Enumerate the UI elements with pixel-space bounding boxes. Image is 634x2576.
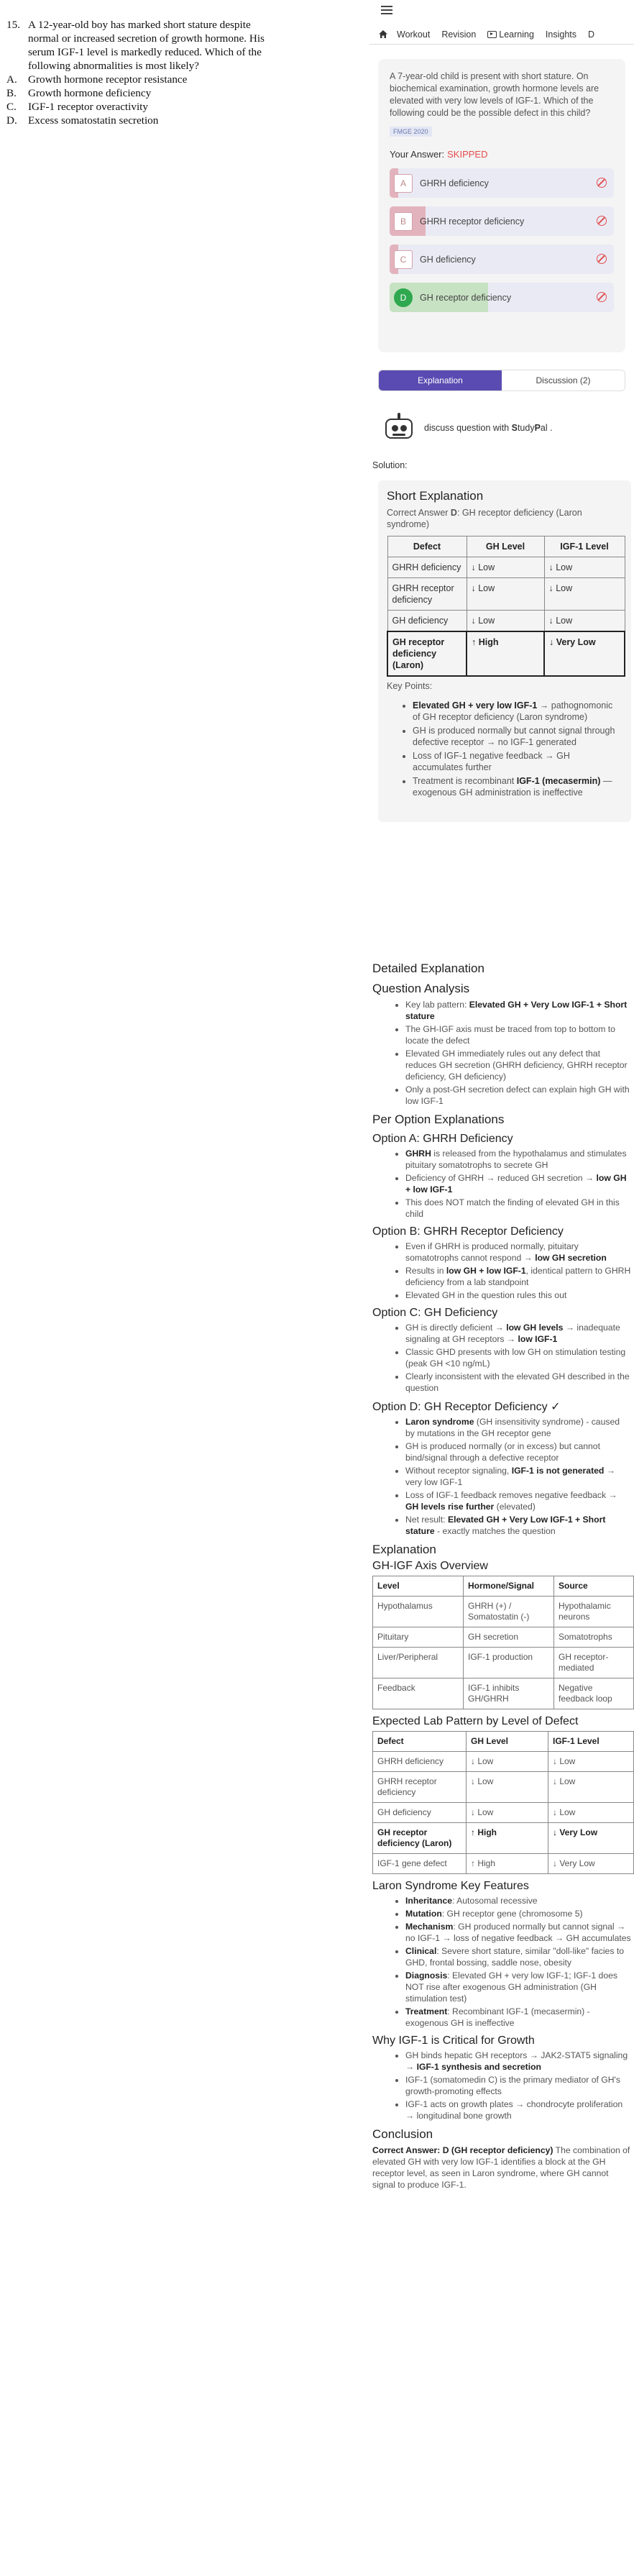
- monitor-play-icon: [487, 31, 497, 38]
- robot-icon: [382, 413, 415, 443]
- option-letter: C: [394, 250, 413, 269]
- laron-title: Laron Syndrome Key Features: [372, 1880, 529, 1892]
- card-option-c[interactable]: [390, 245, 614, 274]
- option-letter: B.: [6, 87, 17, 99]
- list-item: • Elevated GH + very low IGF-1 → pathognomonic of GH receptor deficiency (Laron syndrome): [413, 700, 621, 723]
- explanation-title: Explanation: [372, 1543, 436, 1556]
- option-letter: A: [394, 174, 413, 193]
- conclusion-text: Correct Answer: D (GH receptor deficiency) The combination of elevated GH with very low IGF-1 identifies a block at the GH receptor level, as seen in Laron syndrome, where GH cannot signal to produce IGF-1.: [372, 2145, 630, 2190]
- question-card: [378, 59, 625, 352]
- solution-tabs: [378, 370, 625, 391]
- list-item: • Only a post-GH secretion defect can explain high GH with low IGF-1: [405, 1084, 631, 1107]
- list-item: • Key lab pattern: Elevated GH + Very Low IGF-1 + Short stature: [405, 999, 631, 1022]
- question-option-b[interactable]: [6, 86, 366, 100]
- stem-line: normal or increased secretion of growth hormone. His: [28, 32, 265, 45]
- table-row: GH receptor deficiency (Laron) ↑ High ↓ Very Low: [373, 1823, 634, 1854]
- option-d-title: Option D: GH Receptor Deficiency ✓: [372, 1401, 561, 1413]
- list-item: • Elevated GH in the question rules this out: [405, 1289, 631, 1301]
- exam-tag: FMGE 2020: [390, 127, 432, 137]
- list-item: • GH is produced normally (or in excess) but cannot bind/signal through a defective receptor: [405, 1440, 631, 1463]
- card-question-stem: A 7-year-old child is present with short stature. On biochemical examination, growth hormone levels are elevated with very low levels of IGF-1. Which of the following could be the possible defect in this child?: [390, 71, 599, 118]
- list-item: • Loss of IGF-1 negative feedback → GH accumulates further: [413, 750, 621, 773]
- stem-line: A 12-year-old boy has marked short stature despite: [28, 19, 251, 31]
- short-explanation: [378, 480, 631, 822]
- studypal-text: discuss question with StudyPal .: [424, 423, 553, 433]
- question-stem: [28, 18, 265, 73]
- option-letter: B: [394, 212, 413, 231]
- table-row: IGF-1 gene defect ↑ High ↓ Very Low: [373, 1854, 634, 1874]
- per-option-title: Per Option Explanations: [372, 1113, 505, 1126]
- list-item: • Deficiency of GHRH → reduced GH secretion → low GH + low IGF-1: [405, 1172, 631, 1195]
- list-item: • GH binds hepatic GH receptors → JAK2-STAT5 signaling → IGF-1 synthesis and secretion: [405, 2050, 631, 2073]
- top-nav: [369, 24, 634, 45]
- option-d-list: [405, 1416, 631, 1537]
- laron-list: [405, 1895, 631, 2029]
- ban-icon: [597, 254, 607, 264]
- option-text: Growth hormone deficiency: [28, 87, 152, 99]
- ban-icon: [597, 178, 607, 188]
- list-item: • This does NOT match the finding of elevated GH in this child: [405, 1197, 631, 1220]
- key-points-list: [413, 700, 621, 798]
- conclusion-title: Conclusion: [372, 2127, 433, 2141]
- option-label: GHRH receptor deficiency: [420, 216, 525, 227]
- option-label: GH deficiency: [420, 254, 476, 265]
- answer-label: Your Answer:: [390, 149, 445, 160]
- option-text: Excess somatostatin secretion: [28, 114, 159, 127]
- axis-title: GH-IGF Axis Overview: [372, 1560, 488, 1572]
- option-a-list: [405, 1148, 631, 1220]
- studypal-prompt[interactable]: [382, 410, 627, 446]
- nav-learning[interactable]: [487, 29, 534, 40]
- list-item: • Treatment: Recombinant IGF-1 (mecasermin) - exogenous GH is ineffective: [405, 2006, 631, 2029]
- list-item: • Inheritance: Autosomal recessive: [405, 1895, 631, 1906]
- option-letter: C.: [6, 101, 17, 113]
- list-item: • Net result: Elevated GH + Very Low IGF-1 + Short stature - exactly matches the question: [405, 1514, 631, 1537]
- home-icon[interactable]: [369, 29, 397, 39]
- list-item: • IGF-1 acts on growth plates → chondrocyte proliferation → longitudinal bone growth: [405, 2098, 631, 2121]
- option-text: IGF-1 receptor overactivity: [28, 101, 148, 113]
- your-answer: [390, 149, 614, 160]
- table-row: GHRH deficiency ↓ Low ↓ Low: [373, 1752, 634, 1772]
- table-row: Feedback IGF-1 inhibits GH/GHRH Negative feedback loop: [373, 1678, 634, 1709]
- question-number: 15.: [6, 19, 20, 31]
- list-item: • Treatment is recombinant IGF-1 (mecasermin) — exogenous GH administration is ineffective: [413, 775, 621, 798]
- nav-more[interactable]: D: [588, 29, 595, 40]
- card-option-b[interactable]: [390, 206, 614, 236]
- list-item: • Diagnosis: Elevated GH + very low IGF-1; IGF-1 does NOT rise after exogenous GH administration (GH stimulation test): [405, 1970, 631, 2004]
- list-item: • Clinical: Severe short stature, similar "doll-like" facies to GHD, frontal bossing, saddle nose, obesity: [405, 1945, 631, 1968]
- nav-revision[interactable]: Revision: [441, 29, 477, 40]
- why-title: Why IGF-1 is Critical for Growth: [372, 2034, 535, 2047]
- short-table: Defect GH Level IGF-1 Level GHRH deficiency ↓ Low ↓ Low GHRH receptor deficiency ↓ Low ↓ Low GH deficiency ↓ Low ↓ Low GH receptor deficiency (Laron) ↑ High ↓ Very Low: [387, 536, 625, 677]
- detailed-explanation: [372, 962, 631, 2191]
- list-item: • Results in low GH + low IGF-1, identical pattern to GHRH deficiency from a lab standpoint: [405, 1265, 631, 1288]
- list-item: • The GH-IGF axis must be traced from top to bottom to locate the defect: [405, 1023, 631, 1046]
- option-letter: A.: [6, 73, 17, 86]
- nav-learning-label: Learning: [499, 29, 534, 40]
- option-letter: D.: [6, 114, 17, 127]
- list-item: • Mechanism: GH produced normally but cannot signal → no IGF-1 → loss of negative feedback → GH accumulates: [405, 1921, 631, 1944]
- short-title: Short Explanation: [387, 489, 484, 503]
- option-c-list: [405, 1322, 631, 1394]
- table-row: GHRH receptor deficiency ↓ Low ↓ Low: [373, 1772, 634, 1803]
- answer-status: SKIPPED: [447, 149, 488, 160]
- option-b-list: [405, 1241, 631, 1301]
- lab-title: Expected Lab Pattern by Level of Defect: [372, 1715, 579, 1727]
- list-item: • Clearly inconsistent with the elevated GH described in the question: [405, 1371, 631, 1394]
- qa-list: [405, 999, 631, 1107]
- list-item: • Laron syndrome (GH insensitivity syndrome) - caused by mutations in the GH receptor gene: [405, 1416, 631, 1439]
- list-item: • GHRH is released from the hypothalamus and stimulates pituitary somatotrophs to secrete GH: [405, 1148, 631, 1171]
- ban-icon: [597, 216, 607, 226]
- list-item: • Classic GHD presents with low GH on stimulation testing (peak GH <10 ng/mL): [405, 1346, 631, 1369]
- table-row: Pituitary GH secretion Somatotrophs: [373, 1627, 634, 1648]
- table-row: Liver/Peripheral IGF-1 production GH receptor-mediated: [373, 1648, 634, 1678]
- tab-explanation[interactable]: Explanation: [379, 370, 502, 390]
- why-list: [405, 2050, 631, 2121]
- option-text: Growth hormone receptor resistance: [28, 73, 188, 86]
- stem-line: serum IGF-1 level is markedly reduced. Which of the: [28, 46, 262, 58]
- question-text: [6, 18, 366, 127]
- detail-title: Detailed Explanation: [372, 962, 484, 975]
- option-label: GHRH deficiency: [420, 178, 489, 188]
- table-row: GH deficiency ↓ Low ↓ Low: [373, 1803, 634, 1823]
- key-points-label: Key Points:: [387, 681, 433, 691]
- nav-workout[interactable]: Workout: [397, 29, 431, 40]
- list-item: • Loss of IGF-1 feedback removes negative feedback → GH levels rise further (elevated): [405, 1489, 631, 1512]
- list-item: • Mutation: GH receptor gene (chromosome 5): [405, 1908, 631, 1919]
- list-item: • Even if GHRH is produced normally, pituitary somatotrophs cannot respond → low GH secretion: [405, 1241, 631, 1264]
- option-a-title: Option A: GHRH Deficiency: [372, 1133, 513, 1145]
- tab-discussion[interactable]: Discussion (2): [502, 370, 625, 390]
- qa-title: Question Analysis: [372, 982, 470, 995]
- axis-table: Level Hormone/Signal Source Hypothalamus GHRH (+) / Somatostatin (-) Hypothalamic neurons Pituitary GH secretion Somatotrophs Liver/Peripheral IGF-1 production GH receptor-mediated Feedback IGF-1 inhibits GH/GHRH Negative feedback loop: [372, 1576, 634, 1709]
- question-option-d[interactable]: [6, 114, 366, 127]
- card-option-a[interactable]: [390, 168, 614, 198]
- list-item: • GH is directly deficient → low GH levels → inadequate signaling at GH receptors → low IGF-1: [405, 1322, 631, 1345]
- ban-icon: [597, 292, 607, 302]
- correct-answer-line: Correct Answer D: GH receptor deficiency (Laron syndrome): [387, 508, 582, 529]
- nav-insights[interactable]: Insights: [545, 29, 577, 40]
- question-option-c[interactable]: [6, 100, 366, 114]
- list-item: • Elevated GH immediately rules out any defect that reduces GH secretion (GHRH deficiency, GHRH receptor deficiency, GH deficiency): [405, 1048, 631, 1082]
- card-option-d[interactable]: [390, 283, 614, 312]
- option-letter-correct: D: [394, 288, 413, 307]
- option-b-title: Option B: GHRH Receptor Deficiency: [372, 1225, 564, 1238]
- hamburger-menu-icon[interactable]: [381, 6, 392, 16]
- app-pane: [369, 0, 634, 2576]
- list-item: • IGF-1 (somatomedin C) is the primary mediator of GH's growth-promoting effects: [405, 2074, 631, 2097]
- stem-line: following abnormalities is most likely?: [28, 60, 199, 72]
- solution-label: Solution:: [372, 460, 408, 470]
- lab-table: Defect GH Level IGF-1 Level GHRH deficiency ↓ Low ↓ Low GHRH receptor deficiency ↓ Low ↓ Low GH deficiency ↓ Low ↓ Low GH receptor deficiency (Laron) ↑ High ↓ Very Low IGF-1 gene defect ↑ High ↓ Very Low: [372, 1731, 634, 1874]
- list-item: • Without receptor signaling, IGF-1 is not generated → very low IGF-1: [405, 1465, 631, 1488]
- table-row: Hypothalamus GHRH (+) / Somatostatin (-) Hypothalamic neurons: [373, 1597, 634, 1627]
- option-label: GH receptor deficiency: [420, 292, 512, 303]
- option-c-title: Option C: GH Deficiency: [372, 1307, 498, 1319]
- question-option-a[interactable]: [6, 73, 366, 86]
- list-item: • GH is produced normally but cannot signal through defective receptor → no IGF-1 generated: [413, 725, 621, 748]
